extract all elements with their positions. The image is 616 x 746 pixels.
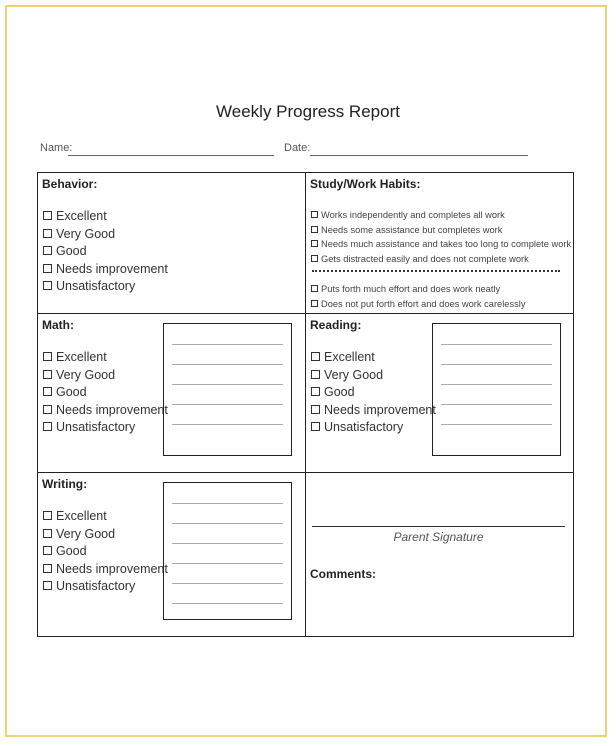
checkbox-icon[interactable]: [43, 229, 52, 238]
page-title: Weekly Progress Report: [216, 102, 400, 121]
reading-option[interactable]: Needs improvement: [311, 402, 436, 420]
checkbox-icon[interactable]: [311, 352, 320, 361]
checkbox-icon[interactable]: [43, 581, 52, 590]
reading-option[interactable]: Very Good: [311, 367, 436, 385]
checkbox-icon[interactable]: [43, 352, 52, 361]
reading-option[interactable]: Excellent: [311, 349, 436, 367]
date-label: Date:: [284, 142, 311, 154]
math-title: Math:: [42, 318, 74, 332]
reading-options: [311, 349, 436, 437]
behavior-option[interactable]: Very Good: [43, 226, 168, 244]
behavior-option[interactable]: Good: [43, 243, 168, 261]
checkbox-icon[interactable]: [43, 264, 52, 273]
checkbox-icon[interactable]: [311, 211, 318, 218]
comments-area[interactable]: [310, 585, 568, 633]
writing-options: [43, 508, 168, 596]
behavior-title: Behavior:: [42, 177, 98, 191]
reading-option[interactable]: Good: [311, 384, 436, 402]
study-habits-bottom: [311, 282, 525, 311]
checkbox-icon[interactable]: [43, 511, 52, 520]
checkbox-icon[interactable]: [43, 564, 52, 573]
checkbox-icon[interactable]: [43, 370, 52, 379]
math-option[interactable]: Unsatisfactory: [43, 419, 168, 437]
habit-option[interactable]: Works independently and completes all work: [311, 208, 571, 223]
behavior-option[interactable]: Excellent: [43, 208, 168, 226]
parent-signature-label: Parent Signature: [393, 530, 484, 544]
habit-option[interactable]: Puts forth much effort and does work neatly: [311, 282, 525, 297]
reading-notes-box[interactable]: [432, 323, 561, 456]
checkbox-icon[interactable]: [311, 300, 318, 307]
math-option[interactable]: Needs improvement: [43, 402, 168, 420]
behavior-option[interactable]: Needs improvement: [43, 261, 168, 279]
grid-divider-row-2: [37, 472, 574, 473]
math-notes-box[interactable]: [163, 323, 292, 456]
name-label: Name:: [40, 142, 73, 154]
checkbox-icon[interactable]: [311, 370, 320, 379]
checkbox-icon[interactable]: [311, 226, 318, 233]
writing-option[interactable]: Needs improvement: [43, 561, 168, 579]
checkbox-icon[interactable]: [43, 405, 52, 414]
writing-notes-box[interactable]: [163, 482, 292, 620]
checkbox-icon[interactable]: [43, 546, 52, 555]
grid-divider-vertical: [305, 172, 306, 637]
study-habits-top: [311, 208, 571, 266]
behavior-options: [43, 208, 168, 296]
writing-option[interactable]: Excellent: [43, 508, 168, 526]
checkbox-icon[interactable]: [43, 529, 52, 538]
dotted-separator: [312, 270, 560, 272]
habit-option[interactable]: Does not put forth effort and does work carelessly: [311, 297, 525, 312]
math-option[interactable]: Very Good: [43, 367, 168, 385]
grid-divider-row-1: [37, 313, 574, 314]
reading-title: Reading:: [310, 318, 362, 332]
checkbox-icon[interactable]: [311, 285, 318, 292]
checkbox-icon[interactable]: [311, 387, 320, 396]
checkbox-icon[interactable]: [43, 211, 52, 220]
habit-option[interactable]: Gets distracted easily and does not complete work: [311, 252, 571, 267]
comments-title: Comments:: [310, 567, 377, 581]
math-option[interactable]: Good: [43, 384, 168, 402]
writing-option[interactable]: Good: [43, 543, 168, 561]
checkbox-icon[interactable]: [311, 240, 318, 247]
checkbox-icon[interactable]: [43, 281, 52, 290]
checkbox-icon[interactable]: [311, 405, 320, 414]
date-field[interactable]: [310, 155, 528, 156]
checkbox-icon[interactable]: [43, 387, 52, 396]
parent-signature-field[interactable]: [312, 526, 565, 527]
behavior-option[interactable]: Unsatisfactory: [43, 278, 168, 296]
habit-option[interactable]: Needs some assistance but completes work: [311, 223, 571, 238]
math-option[interactable]: Excellent: [43, 349, 168, 367]
study-habits-title: Study/Work Habits:: [310, 177, 421, 191]
math-options: [43, 349, 168, 437]
writing-title: Writing:: [42, 477, 88, 491]
reading-option[interactable]: Unsatisfactory: [311, 419, 436, 437]
habit-option[interactable]: Needs much assistance and takes too long to complete work: [311, 237, 571, 252]
writing-option[interactable]: Unsatisfactory: [43, 578, 168, 596]
checkbox-icon[interactable]: [311, 255, 318, 262]
checkbox-icon[interactable]: [43, 422, 52, 431]
name-field[interactable]: [68, 155, 274, 156]
checkbox-icon[interactable]: [43, 246, 52, 255]
checkbox-icon[interactable]: [311, 422, 320, 431]
writing-option[interactable]: Very Good: [43, 526, 168, 544]
